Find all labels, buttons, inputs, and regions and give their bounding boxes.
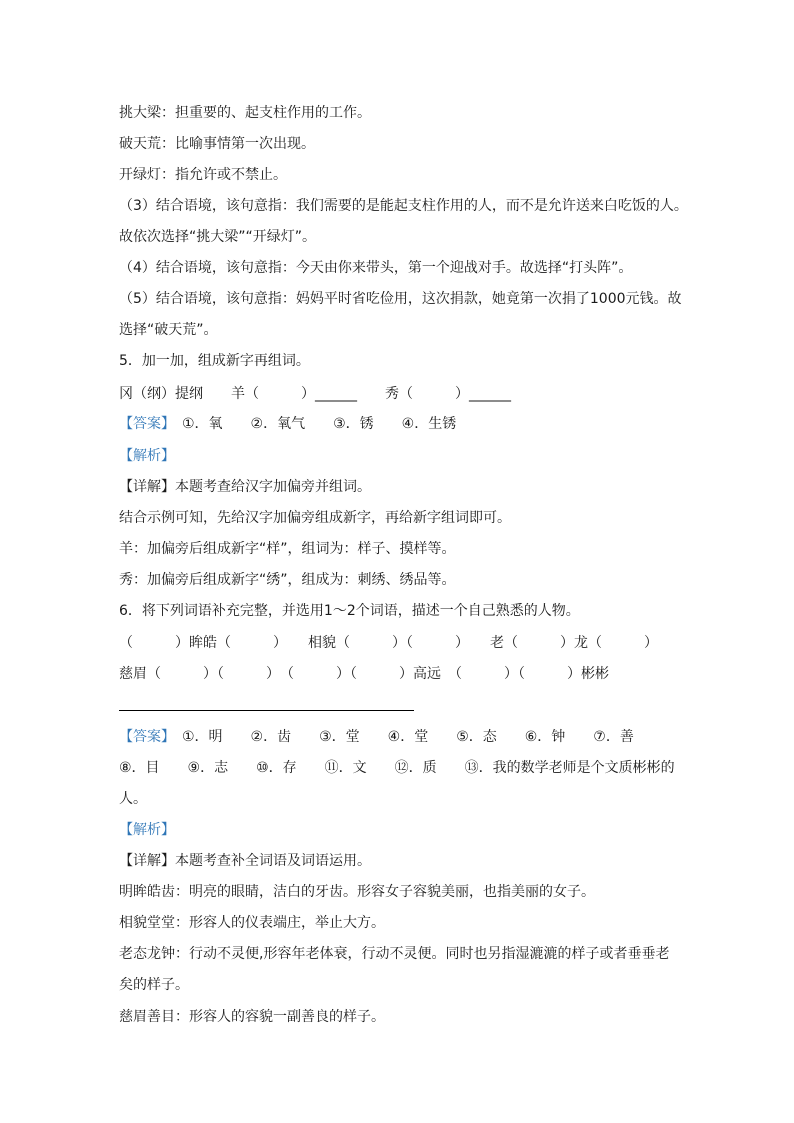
question-6-row1: （ ）眸皓（ ） 相貌（ ）（ ） 老（ ）龙（ ） xyxy=(119,635,658,651)
definition-xiangmaotangtang: 相貌堂堂：形容人的仪表端庄，举止大方。 xyxy=(119,915,385,931)
question-6-row2: 慈眉（ ）（ ） （ ）（ ）高远 （ ）（ ）彬彬 xyxy=(119,666,609,682)
definition-cimeishanmu: 慈眉善目：形容人的容貌一副善良的样子。 xyxy=(119,1009,385,1025)
explanation-4: （4）结合语境，该句意指：今天由你来带头，第一个迎战对手。故选择“打头阵”。 xyxy=(119,260,633,276)
question-5-items: 冈（纲）提纲 羊（ ）______ 秀（ ）______ xyxy=(119,386,511,402)
question-5: 5．加一加，组成新字再组词。 xyxy=(119,353,310,369)
explanation-3-cont: 故依次选择“挑大梁”“开绿灯”。 xyxy=(119,229,317,245)
answer-underline xyxy=(119,710,414,711)
definition-potianhuang: 破天荒：比喻事情第一次出现。 xyxy=(119,136,315,152)
answer-6 xyxy=(119,728,679,746)
explanation-3: （3）结合语境，该句意指：我们需要的是能起支柱作用的人，而不是允许送来白吃饭的人。 xyxy=(119,198,688,214)
answer-6-end: 人。 xyxy=(119,791,147,807)
answer-6-cont: ⑧．目 ⑨．志 ⑩．存 ⑪．文 ⑫．质 ⑬．我的数学老师是个文质彬彬的 xyxy=(119,760,675,776)
definition-laotailongzhong: 老态龙钟：行动不灵便,形容年老体衰，行动不灵便。同时也另指湿漉漉的样子或者垂垂老 xyxy=(119,946,670,962)
detail-5-xiu: 秀：加偏旁后组成新字“绣”，组成为：刺绣、绣品等。 xyxy=(119,572,456,588)
answer-6-body: ①．明 ②．齿 ③．堂 ④．堂 ⑤．态 ⑥．钟 ⑦．善 xyxy=(168,729,634,745)
detail-6: 【详解】本题考查补全词语及词语运用。 xyxy=(119,853,371,869)
detail-5-method: 结合示例可知，先给汉字加偏旁组成新字，再给新字组词即可。 xyxy=(119,510,511,526)
detail-5: 【详解】本题考查给汉字加偏旁并组词。 xyxy=(119,479,371,495)
explanation-5: （5）结合语境，该句意指：妈妈平时省吃俭用，这次捐款，她竟第一次捐了1000元钱。故 xyxy=(119,291,682,307)
answer-tag: 【答案】 xyxy=(119,416,168,432)
answer-5-body: ①．氧 ②．氧气 ③．锈 ④．生锈 xyxy=(168,416,457,432)
question-6: 6．将下列词语补充完整，并选用1～2个词语，描述一个自己熟悉的人物。 xyxy=(119,603,580,619)
answer-tag: 【答案】 xyxy=(119,729,168,745)
definition-kailvdeng: 开绿灯：指允许或不禁止。 xyxy=(119,167,287,183)
definition-tiaodaliang: 挑大梁：担重要的、起支柱作用的工作。 xyxy=(119,105,371,121)
answer-5 xyxy=(119,415,679,433)
detail-5-yang: 羊：加偏旁后组成新字“样”，组词为：样子、摸样等。 xyxy=(119,541,456,557)
definition-mingmouhaochi: 明眸皓齿：明亮的眼睛，洁白的牙齿。形容女子容貌美丽，也指美丽的女子。 xyxy=(119,884,595,900)
definition-laotailongzhong-cont: 矣的样子。 xyxy=(119,977,189,993)
analysis-tag: 【解析】 xyxy=(119,448,175,464)
analysis-tag-6: 【解析】 xyxy=(119,822,175,838)
explanation-5-cont: 选择“破天荒”。 xyxy=(119,322,218,338)
